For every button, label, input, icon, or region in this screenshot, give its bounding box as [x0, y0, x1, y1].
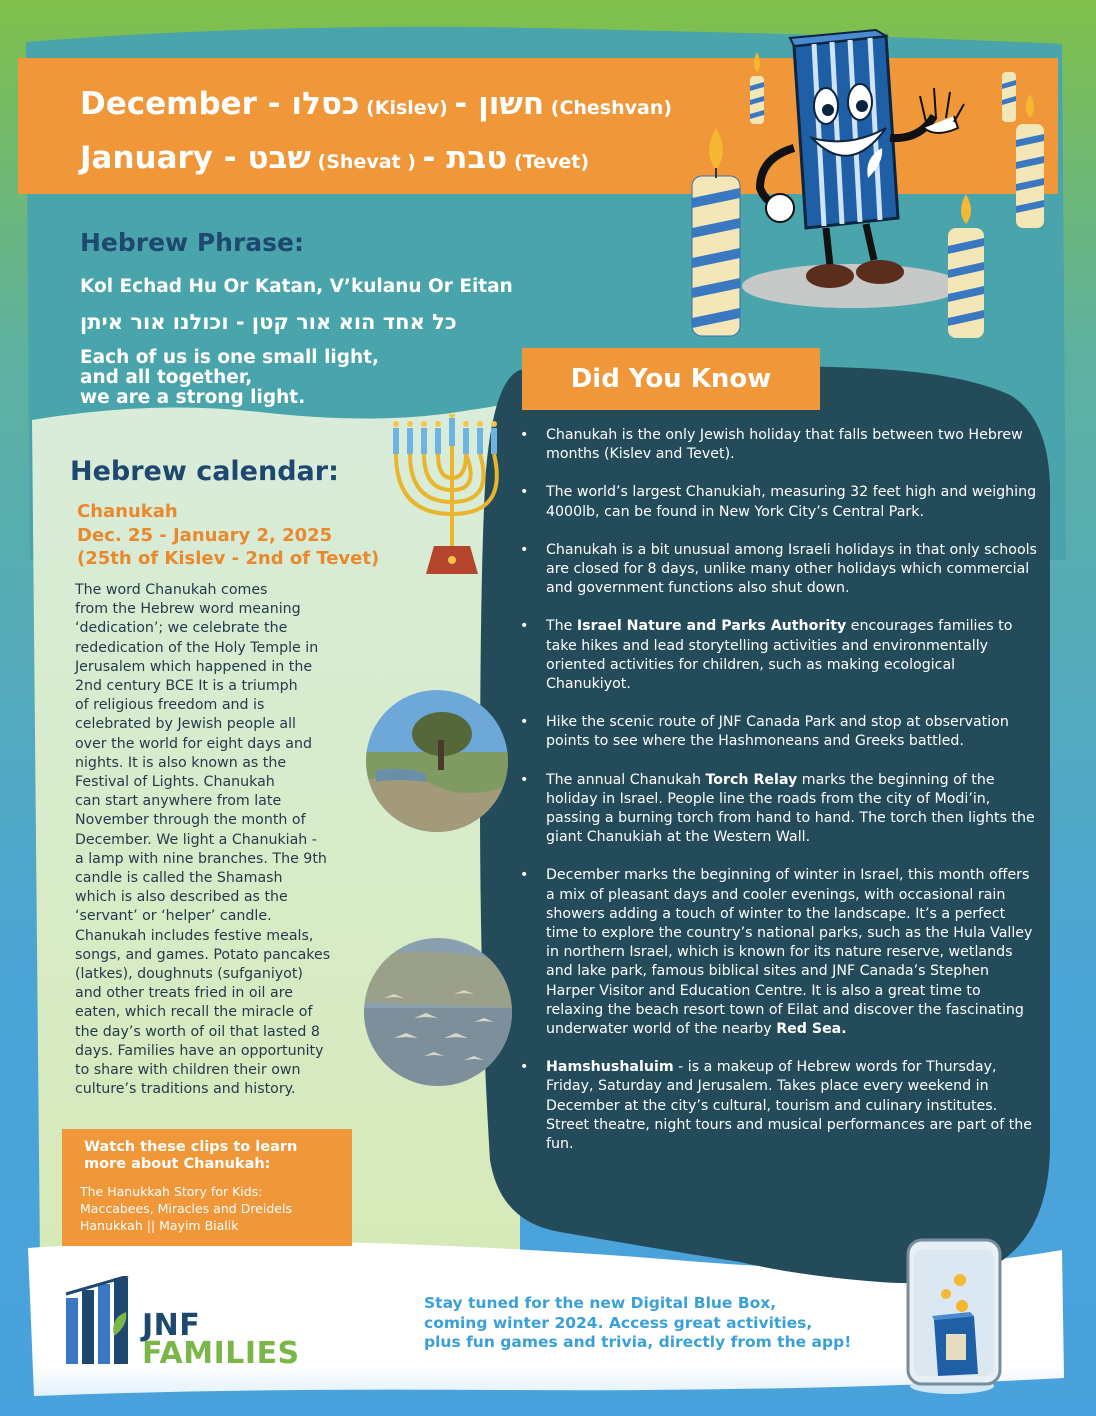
description-line: The word Chanukah comes: [75, 582, 268, 598]
clips-title: [80, 1139, 334, 1173]
phrase-english-line: and all together,: [80, 367, 253, 388]
description-line: 2nd century BCE It is a triumph: [75, 678, 298, 695]
translit-shevat: (Shevat ): [310, 151, 423, 173]
candle-icon: [692, 128, 740, 336]
header-separator: -: [422, 140, 447, 176]
fact-text: - is a makeup of Hebrew words for Thursday, Friday, Saturday and Jerusalem. Takes place every weekend in December at the city’s cultural, tourism and culinary institutes. Street theatre, night tours and musical performances are part of the fun.: [546, 1059, 1032, 1153]
header-line-january: [80, 140, 589, 176]
promo-line: coming winter 2024. Access great activities,: [424, 1313, 813, 1332]
phrase-transliteration: Kol Echad Hu Or Katan, V’kulanu Or Eitan: [80, 276, 513, 297]
clips-title-line: more about Chanukah:: [84, 1156, 271, 1172]
description-line: Chanukah includes festive meals,: [75, 927, 314, 944]
logo-families-text: FAMILIES: [142, 1336, 300, 1371]
jnf-blue-box-logo-icon: [64, 1276, 136, 1366]
fact-text: Chanukah is a bit unusual among Israeli holidays in that only schools are closed for 8 days, unlike many other holidays which commercial and government functions also shut down.: [546, 541, 1037, 597]
description-line: Jerusalem which happened in the: [75, 658, 313, 675]
month-january: January -: [80, 140, 248, 176]
description-line: and other treats fried in oil are: [75, 985, 293, 1002]
holiday-dates: Dec. 25 - January 2, 2025: [77, 525, 333, 546]
hebrew-kislev: כסלו: [291, 86, 360, 122]
fact-text: The: [546, 618, 577, 635]
fact-text: encourages families to take hikes and lead storytelling activities and environmentally oriented activities for children, such as making ecological Chanukiyot.: [546, 618, 1013, 693]
clip-link-hanukkah-story[interactable]: The Hanukkah Story for Kids:: [80, 1184, 263, 1199]
fact-item: [520, 1058, 1040, 1154]
hebrew-tevet: טבת: [446, 140, 508, 176]
translit-cheshvan: (Cheshvan): [544, 97, 673, 119]
phrase-english: [80, 348, 420, 408]
clip-link-mayim-bialik[interactable]: Hanukkah || Mayim Bialik: [80, 1218, 239, 1233]
fact-text: The world’s largest Chanukiah, measuring 32 feet high and weighing 4000lb, can be found in New York City’s Central Park.: [546, 484, 1037, 520]
description-line: December. We light a Chanukiah -: [75, 831, 317, 848]
description-line: ‘servant’ or ‘helper’ candle.: [75, 908, 272, 925]
phrase-english-line: Each of us is one small light,: [80, 347, 380, 368]
phrase-english-line: we are a strong light.: [80, 387, 306, 408]
hebrew-calendar-title: Hebrew calendar:: [70, 456, 339, 487]
fact-item: [520, 617, 1040, 694]
description-line: of religious freedom and is: [75, 697, 265, 714]
phrase-hebrew: כל אחד הוא אור קטן - וכולנו אור איתן: [80, 310, 457, 334]
clips-title-line: Watch these clips to learn: [84, 1139, 298, 1155]
description-line: eaten, which recall the miracle of: [75, 1004, 313, 1021]
park-landscape-photo: [366, 690, 508, 832]
fact-highlight: Hamshushaluim: [546, 1059, 674, 1076]
phone-app-icon: [900, 1236, 1006, 1396]
description-line: days. Families have an opportunity: [75, 1042, 324, 1059]
hula-valley-cranes-photo: [364, 938, 512, 1086]
description-line: songs, and games. Potato pancakes: [75, 946, 331, 963]
description-line: over the world for eight days and: [75, 735, 312, 752]
fact-highlight: Israel Nature and Parks Authority: [576, 618, 847, 635]
menorah-icon: [386, 414, 508, 578]
description-line: candle is called the Shamash: [75, 870, 283, 887]
promo-line: Stay tuned for the new Digital Blue Box,: [424, 1294, 777, 1312]
description-line: nights. It is also known as the: [75, 754, 287, 771]
description-line: a lamp with nine branches. The 9th: [75, 850, 327, 867]
description-line: celebrated by Jewish people all: [75, 716, 296, 733]
fact-item: [520, 541, 1040, 599]
holiday-hebrew-dates: (25th of Kislev - 2nd of Tevet): [77, 548, 380, 569]
description-line: Festival of Lights. Chanukah: [75, 774, 275, 791]
description-line: culture’s traditions and history.: [75, 1081, 296, 1098]
translit-kislev: (Kislev): [359, 97, 455, 119]
description-line: can start anywhere from late: [75, 793, 282, 810]
watch-clips-box: [62, 1129, 352, 1246]
fact-item: [520, 483, 1040, 521]
description-line: to share with children their own: [75, 1062, 301, 1079]
fact-text: Hike the scenic route of JNF Canada Park and stop at observation points to see where the Hashmoneans and Greeks battled.: [546, 714, 1009, 750]
candle-icon: [1002, 72, 1016, 122]
header-line-december: [80, 86, 672, 122]
description-line: November through the month of: [75, 812, 306, 829]
logo-jnf-text: JNF: [142, 1308, 201, 1343]
description-line: ‘dedication’; we celebrate the: [75, 620, 288, 637]
translit-tevet: (Tevet): [507, 151, 590, 173]
description-line: which is also described as the: [75, 889, 288, 906]
fact-highlight: Torch Relay: [705, 771, 798, 788]
fact-item: [520, 713, 1040, 751]
digital-blue-box-promo: [424, 1294, 884, 1353]
fact-text: December marks the beginning of winter in Israel, this month offers a mix of pleasant days and cooler evenings, with occasional rain showers adding a touch of winter to the landscape. It’s a perfect time to explore the country’s national parks, such as the Hula Valley in northern Israel, which is known for its nature reserve, wetlands and lake park, famous biblical sites and JNF Canada’s Stephen Harper Visitor and Education Centre. It is also a great time to relaxing the beach resort town of Eilat and discover the fascinating underwater world of the nearby: [546, 867, 1033, 1038]
blue-box-character-icon: [760, 30, 964, 288]
blue-box-mascot-illustration: [680, 28, 1060, 348]
did-you-know-title: Did You Know: [522, 348, 820, 410]
description-line: (latkes), doughnuts (sufganiyot): [75, 966, 303, 983]
fact-highlight: Red Sea.: [776, 1021, 847, 1038]
candle-icon: [948, 194, 984, 338]
candle-icon: [750, 52, 764, 124]
chanukah-description: [75, 581, 375, 1099]
description-line: from the Hebrew word meaning: [75, 601, 301, 618]
fact-item: [520, 866, 1040, 1039]
header-separator: -: [454, 86, 479, 122]
hebrew-cheshvan: חשון: [478, 86, 545, 122]
holiday-name: Chanukah: [77, 501, 178, 522]
month-december: December -: [80, 86, 292, 122]
promo-line: plus fun games and trivia, directly from the app!: [424, 1333, 852, 1351]
did-you-know-facts: [520, 426, 1040, 1173]
fact-item: [520, 426, 1040, 464]
fact-text: marks the beginning of the holiday in Israel. People line the roads from the city of Modi’in, passing a burning torch from hand to hand. The torch then lights the giant Chanukiah at the Western Wall.: [546, 771, 1035, 846]
description-line: rededication of the Holy Temple in: [75, 639, 319, 656]
fact-text: The annual Chanukah: [546, 771, 706, 788]
candle-icon: [1016, 94, 1044, 228]
hebrew-shevat: שבט: [247, 140, 311, 176]
clip-link-hanukkah-story[interactable]: Maccabees, Miracles and Dreidels: [80, 1201, 292, 1216]
description-line: the day’s worth of oil that lasted 8: [75, 1023, 320, 1040]
fact-text: Chanukah is the only Jewish holiday that falls between two Hebrew months (Kislev and Tevet).: [546, 427, 1023, 463]
hebrew-phrase-title: Hebrew Phrase:: [80, 228, 305, 257]
fact-item: [520, 771, 1040, 848]
